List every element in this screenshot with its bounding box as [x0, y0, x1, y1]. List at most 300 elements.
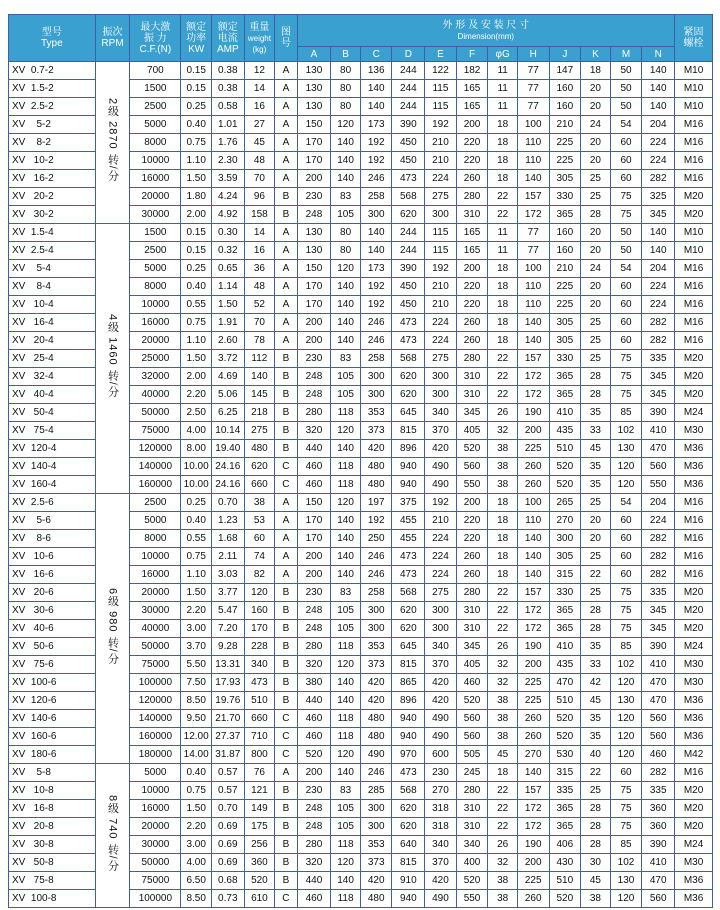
spec-cell: 20 [581, 224, 611, 242]
spec-cell: 510 [244, 692, 275, 710]
spec-cell: 140 [244, 368, 275, 386]
spec-cell: 20000 [130, 584, 181, 602]
spec-cell: 105 [331, 620, 361, 638]
spec-cell: 560 [642, 710, 675, 728]
model-cell: XV 100-8 [9, 890, 96, 908]
spec-cell: M20 [675, 206, 713, 224]
spec-cell: M20 [675, 350, 713, 368]
spec-cell: 353 [360, 638, 392, 656]
spec-cell: 244 [392, 80, 425, 98]
model-cell: XV 1.5-2 [9, 80, 96, 98]
spec-cell: 28 [581, 836, 611, 854]
spec-cell: 600 [425, 746, 457, 764]
spec-cell: 450 [392, 278, 425, 296]
spec-cell: 248 [297, 368, 331, 386]
header-type [9, 15, 96, 62]
spec-cell: 4.24 [211, 188, 244, 206]
spec-cell: M36 [675, 710, 713, 728]
header-amp-cn2: 电流 [217, 32, 238, 44]
spec-cell: 16000 [130, 314, 181, 332]
spec-cell: 13.31 [211, 656, 244, 674]
spec-cell: B [275, 656, 297, 674]
spec-cell: 130 [610, 692, 642, 710]
spec-cell: 815 [392, 656, 425, 674]
spec-cell: 560 [642, 728, 675, 746]
spec-cell: M30 [675, 422, 713, 440]
spec-cell: 390 [642, 638, 675, 656]
spec-cell: 620 [392, 602, 425, 620]
spec-cell: 260 [456, 332, 488, 350]
spec-cell: 246 [360, 170, 392, 188]
spec-cell: 420 [360, 872, 392, 890]
spec-cell: 10000 [130, 782, 181, 800]
spec-cell: 345 [642, 602, 675, 620]
spec-cell: 258 [360, 584, 392, 602]
model-cell: XV 2.5-6 [9, 494, 96, 512]
spec-cell: 136 [360, 62, 392, 80]
spec-cell: A [275, 764, 297, 782]
spec-cell: 115 [425, 80, 457, 98]
model-cell: XV 25-4 [9, 350, 96, 368]
model-cell: XV 10-8 [9, 782, 96, 800]
spec-cell: M16 [675, 764, 713, 782]
rpm-group-label: 2级 2870 转/分 [106, 98, 119, 182]
spec-cell: 0.58 [211, 98, 244, 116]
spec-cell: 192 [360, 134, 392, 152]
spec-cell: 192 [360, 296, 392, 314]
spec-cell: 373 [360, 656, 392, 674]
spec-cell: A [275, 260, 297, 278]
spec-cell: 3.72 [211, 350, 244, 368]
spec-cell: 140 [331, 872, 361, 890]
header-dim-col: B [331, 47, 361, 62]
spec-cell: 160 [244, 602, 275, 620]
spec-cell: 170 [297, 296, 331, 314]
spec-cell: 335 [642, 350, 675, 368]
spec-cell: 260 [517, 710, 549, 728]
spec-cell: 210 [425, 278, 457, 296]
spec-cell: 380 [297, 674, 331, 692]
spec-cell: 400 [456, 854, 488, 872]
spec-cell: 280 [456, 188, 488, 206]
spec-cell: 258 [360, 350, 392, 368]
model-cell: XV 100-6 [9, 674, 96, 692]
spec-cell: B [275, 818, 297, 836]
spec-cell: 455 [392, 530, 425, 548]
spec-cell: 192 [360, 278, 392, 296]
spec-cell: 33 [581, 422, 611, 440]
table-body [9, 62, 713, 908]
spec-cell: 345 [642, 620, 675, 638]
spec-cell: 248 [297, 800, 331, 818]
spec-cell: 365 [549, 206, 581, 224]
spec-cell: 3.00 [181, 836, 212, 854]
spec-cell: M16 [675, 152, 713, 170]
spec-cell: 473 [392, 332, 425, 350]
spec-cell: 118 [331, 836, 361, 854]
spec-cell: M36 [675, 728, 713, 746]
spec-cell: 370 [425, 422, 457, 440]
spec-cell: 390 [642, 836, 675, 854]
spec-cell: 20 [581, 242, 611, 260]
spec-cell: 0.75 [181, 782, 212, 800]
spec-cell: 175 [244, 818, 275, 836]
spec-cell: 473 [392, 566, 425, 584]
spec-cell: 77 [517, 80, 549, 98]
spec-cell: 18 [488, 260, 518, 278]
spec-cell: 45 [488, 746, 518, 764]
spec-cell: A [275, 98, 297, 116]
spec-cell: 80 [331, 80, 361, 98]
spec-cell: 76 [244, 764, 275, 782]
spec-cell: 120 [331, 260, 361, 278]
spec-cell: 340 [244, 656, 275, 674]
spec-cell: 200 [517, 422, 549, 440]
spec-cell: 2.60 [211, 332, 244, 350]
spec-cell: 18 [488, 764, 518, 782]
spec-cell: 60 [610, 332, 642, 350]
spec-cell: 0.68 [211, 872, 244, 890]
spec-cell: 420 [425, 440, 457, 458]
spec-cell: 230 [425, 764, 457, 782]
spec-cell: A [275, 512, 297, 530]
rpm-group-cell [95, 494, 130, 764]
spec-cell: 480 [244, 440, 275, 458]
spec-cell: 140 [331, 296, 361, 314]
spec-cell: 300 [425, 620, 457, 638]
spec-cell: B [275, 800, 297, 818]
spec-cell: 38 [488, 440, 518, 458]
spec-cell: 660 [244, 710, 275, 728]
spec-cell: 60 [610, 296, 642, 314]
spec-cell: 140 [642, 62, 675, 80]
spec-cell: M16 [675, 116, 713, 134]
spec-cell: 520 [549, 728, 581, 746]
spec-cell: 230 [297, 782, 331, 800]
spec-cell: 244 [392, 242, 425, 260]
spec-cell: B [275, 782, 297, 800]
spec-cell: 165 [456, 224, 488, 242]
spec-cell: 10000 [130, 152, 181, 170]
spec-cell: 360 [642, 818, 675, 836]
spec-cell: 275 [425, 584, 457, 602]
spec-cell: 22 [488, 368, 518, 386]
spec-cell: 25 [581, 314, 611, 332]
spec-cell: 105 [331, 800, 361, 818]
spec-cell: 700 [130, 62, 181, 80]
spec-cell: 940 [392, 476, 425, 494]
spec-cell: 18 [488, 296, 518, 314]
header-dim-col: D [392, 47, 425, 62]
spec-cell: M10 [675, 80, 713, 98]
spec-cell: 470 [642, 674, 675, 692]
spec-cell: 10000 [130, 548, 181, 566]
spec-cell: M36 [675, 476, 713, 494]
spec-cell: 480 [360, 476, 392, 494]
spec-cell: 645 [392, 404, 425, 422]
spec-cell: 16 [244, 98, 275, 116]
spec-cell: 420 [360, 440, 392, 458]
spec-cell: 77 [517, 62, 549, 80]
model-cell: XV 75-6 [9, 656, 96, 674]
model-cell: XV 10-4 [9, 296, 96, 314]
header-dim-col: C [360, 47, 392, 62]
spec-cell: 200 [297, 314, 331, 332]
spec-cell: 473 [392, 170, 425, 188]
spec-cell: 18 [488, 530, 518, 548]
spec-cell: 1.10 [181, 566, 212, 584]
model-cell: XV 10-2 [9, 152, 96, 170]
spec-cell: 710 [244, 728, 275, 746]
spec-cell: 0.38 [211, 80, 244, 98]
spec-cell: 490 [425, 710, 457, 728]
spec-cell: 60 [610, 548, 642, 566]
spec-cell: 28 [581, 206, 611, 224]
spec-cell: 320 [297, 422, 331, 440]
spec-cell: 480 [360, 890, 392, 908]
spec-cell: 30 [581, 854, 611, 872]
spec-cell: 5.50 [181, 656, 212, 674]
spec-cell: 360 [642, 800, 675, 818]
spec-cell: 345 [642, 206, 675, 224]
spec-cell: 9.50 [181, 710, 212, 728]
spec-cell: 173 [360, 116, 392, 134]
spec-cell: 16 [244, 242, 275, 260]
spec-cell: 246 [360, 332, 392, 350]
spec-cell: 48 [244, 278, 275, 296]
spec-cell: 568 [392, 188, 425, 206]
spec-cell: 145 [244, 386, 275, 404]
spec-cell: 22 [581, 566, 611, 584]
spec-cell: 390 [392, 260, 425, 278]
spec-cell: 165 [456, 242, 488, 260]
spec-cell: 420 [425, 674, 457, 692]
spec-cell: 318 [425, 818, 457, 836]
header-dimension-cn: 外 形 及 安 装 尺 寸 [442, 19, 530, 31]
spec-cell: 130 [610, 440, 642, 458]
spec-cell: 490 [360, 746, 392, 764]
spec-cell: 200 [297, 170, 331, 188]
spec-cell: 50 [610, 80, 642, 98]
table-row [9, 764, 713, 782]
spec-cell: 815 [392, 854, 425, 872]
spec-cell: 8000 [130, 530, 181, 548]
spec-cell: 246 [360, 764, 392, 782]
model-cell: XV 30-2 [9, 206, 96, 224]
spec-cell: 1.23 [211, 512, 244, 530]
spec-cell: 204 [642, 260, 675, 278]
spec-cell: 0.73 [211, 890, 244, 908]
spec-cell: B [275, 440, 297, 458]
spec-cell: 20 [581, 296, 611, 314]
spec-cell: 80 [331, 224, 361, 242]
spec-cell: 140 [517, 332, 549, 350]
spec-cell: 2.11 [211, 548, 244, 566]
spec-cell: 75 [610, 602, 642, 620]
spec-cell: 568 [392, 584, 425, 602]
spec-cell: M16 [675, 494, 713, 512]
spec-cell: M16 [675, 260, 713, 278]
spec-cell: 210 [425, 296, 457, 314]
rpm-group-label: 8级 740 转/分 [106, 794, 119, 872]
spec-cell: M16 [675, 278, 713, 296]
spec-cell: M16 [675, 314, 713, 332]
model-cell: XV 8-4 [9, 278, 96, 296]
spec-cell: M24 [675, 638, 713, 656]
spec-cell: 10000 [130, 296, 181, 314]
spec-cell: 520 [549, 476, 581, 494]
spec-cell: 32 [488, 854, 518, 872]
spec-cell: M36 [675, 872, 713, 890]
spec-cell: 118 [331, 728, 361, 746]
spec-cell: 224 [642, 512, 675, 530]
spec-cell: 28 [581, 386, 611, 404]
spec-cell: 460 [297, 458, 331, 476]
spec-cell: 20 [581, 512, 611, 530]
spec-cell: 22 [488, 386, 518, 404]
spec-cell: 25 [581, 188, 611, 206]
spec-cell: 157 [517, 188, 549, 206]
spec-cell: A [275, 494, 297, 512]
spec-cell: 28 [581, 800, 611, 818]
spec-cell: 315 [549, 764, 581, 782]
spec-cell: 373 [360, 854, 392, 872]
header-weight [244, 15, 275, 62]
header-kw [181, 15, 212, 62]
spec-cell: 60 [244, 530, 275, 548]
spec-cell: 33 [581, 656, 611, 674]
spec-cell: 26 [488, 404, 518, 422]
spec-cell: 568 [392, 350, 425, 368]
spec-cell: 190 [517, 638, 549, 656]
spec-cell: 130 [297, 98, 331, 116]
spec-cell: 200 [517, 656, 549, 674]
spec-cell: 18 [488, 494, 518, 512]
spec-cell: M20 [675, 584, 713, 602]
spec-cell: 2.00 [181, 368, 212, 386]
spec-cell: 100 [517, 116, 549, 134]
spec-cell: 0.75 [181, 134, 212, 152]
spec-cell: 248 [297, 206, 331, 224]
spec-cell: 50000 [130, 854, 181, 872]
spec-cell: 5000 [130, 512, 181, 530]
spec-cell: 18 [488, 566, 518, 584]
spec-cell: 7.20 [211, 620, 244, 638]
spec-cell: 204 [642, 116, 675, 134]
header-dim-col: A [297, 47, 331, 62]
spec-cell: 660 [244, 476, 275, 494]
spec-cell: 170 [297, 278, 331, 296]
spec-cell: 158 [244, 206, 275, 224]
spec-cell: M16 [675, 548, 713, 566]
spec-cell: 375 [392, 494, 425, 512]
spec-cell: 200 [297, 332, 331, 350]
spec-cell: 75 [610, 782, 642, 800]
header-bolt-cn1: 紧固 [683, 27, 704, 38]
model-cell: XV 16-2 [9, 170, 96, 188]
model-cell: XV 180-6 [9, 746, 96, 764]
spec-cell: 140 [360, 80, 392, 98]
spec-cell: 77 [517, 242, 549, 260]
spec-cell: 24 [581, 116, 611, 134]
spec-cell: 0.70 [211, 800, 244, 818]
spec-cell: 28 [581, 602, 611, 620]
spec-cell: 340 [456, 836, 488, 854]
spec-cell: 225 [517, 674, 549, 692]
spec-cell: 75 [610, 584, 642, 602]
spec-cell: 246 [360, 548, 392, 566]
spec-cell: 248 [297, 620, 331, 638]
spec-cell: 36 [244, 260, 275, 278]
spec-cell: 3.70 [181, 638, 212, 656]
spec-cell: 8000 [130, 278, 181, 296]
spec-cell: 50 [610, 98, 642, 116]
spec-cell: 225 [549, 152, 581, 170]
spec-cell: 0.75 [181, 314, 212, 332]
model-cell: XV 120-4 [9, 440, 96, 458]
spec-cell: 225 [549, 296, 581, 314]
spec-cell: 320 [297, 656, 331, 674]
spec-cell: 18 [488, 116, 518, 134]
spec-cell: 35 [581, 728, 611, 746]
spec-cell: 0.15 [181, 242, 212, 260]
spec-cell: M20 [675, 620, 713, 638]
spec-cell: 118 [331, 638, 361, 656]
spec-cell: B [275, 386, 297, 404]
spec-cell: 122 [425, 62, 457, 80]
spec-cell: 40000 [130, 386, 181, 404]
model-cell: XV 20-2 [9, 188, 96, 206]
spec-cell: 50000 [130, 638, 181, 656]
spec-cell: 0.69 [211, 854, 244, 872]
spec-cell: 300 [425, 386, 457, 404]
spec-cell: 40000 [130, 620, 181, 638]
spec-cell: 25 [581, 170, 611, 188]
spec-cell: 4.00 [181, 422, 212, 440]
spec-cell: 102 [610, 422, 642, 440]
spec-cell: M20 [675, 386, 713, 404]
spec-cell: 3.03 [211, 566, 244, 584]
model-cell: XV 2.5-2 [9, 98, 96, 116]
spec-cell: 160 [549, 242, 581, 260]
spec-cell: 490 [425, 728, 457, 746]
spec-cell: 450 [392, 296, 425, 314]
spec-cell: 28 [581, 818, 611, 836]
spec-cell: 192 [425, 260, 457, 278]
spec-cell: 1.68 [211, 530, 244, 548]
spec-cell: 120000 [130, 692, 181, 710]
model-cell: XV 160-6 [9, 728, 96, 746]
spec-cell: 1500 [130, 80, 181, 98]
model-cell: XV 75-8 [9, 872, 96, 890]
spec-cell: 940 [392, 728, 425, 746]
spec-cell: 140 [360, 242, 392, 260]
spec-cell: 1.50 [211, 296, 244, 314]
spec-cell: 22 [488, 620, 518, 638]
spec-cell: 280 [297, 638, 331, 656]
spec-cell: 470 [642, 692, 675, 710]
spec-cell: 105 [331, 602, 361, 620]
header-weight-en2: (kg) [252, 44, 267, 54]
spec-cell: 120 [331, 494, 361, 512]
spec-cell: 224 [425, 566, 457, 584]
spec-cell: 505 [456, 746, 488, 764]
spec-cell: 200 [456, 494, 488, 512]
spec-cell: 0.15 [181, 80, 212, 98]
model-cell: XV 16-8 [9, 800, 96, 818]
spec-cell: M30 [675, 656, 713, 674]
spec-cell: 140 [517, 170, 549, 188]
